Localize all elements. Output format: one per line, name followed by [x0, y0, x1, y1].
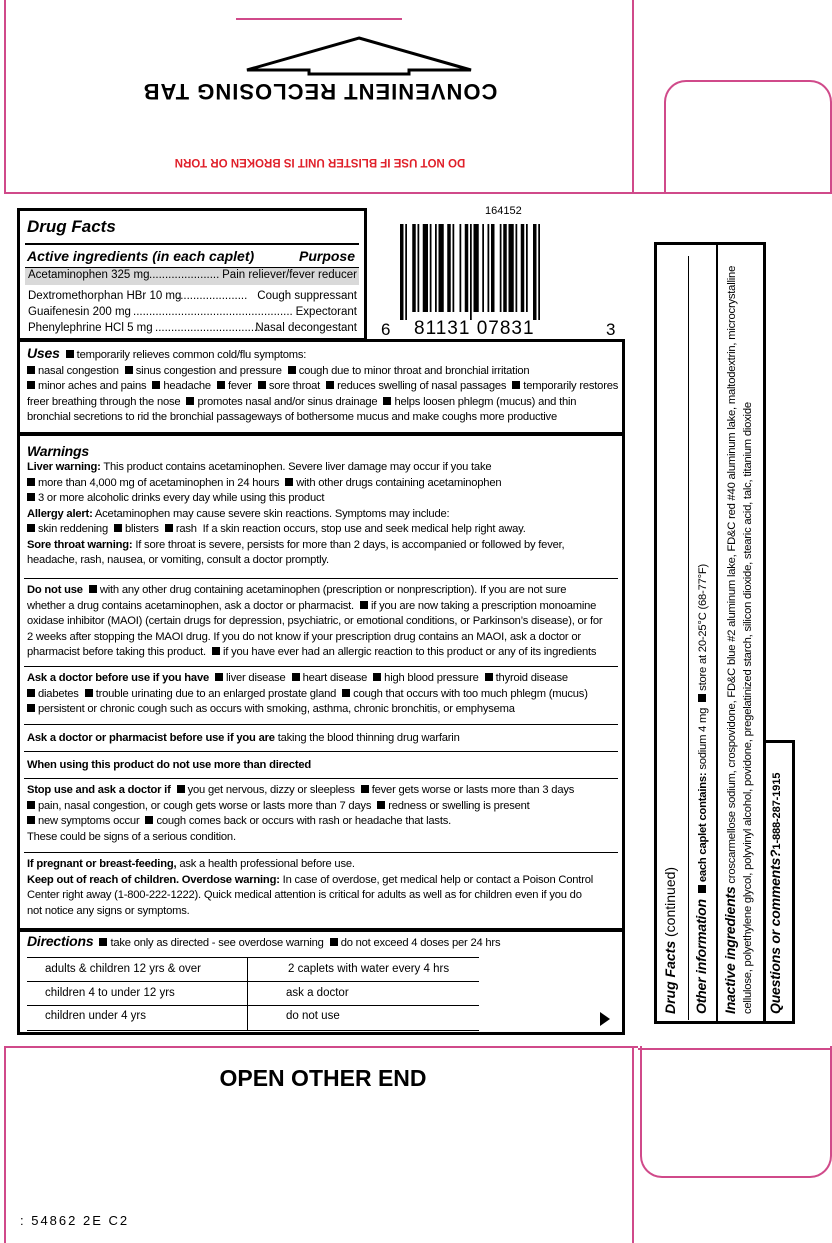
barcode-bar: [460, 224, 462, 312]
table-row: 2 caplets with water every 4 hrs: [288, 963, 450, 975]
directions-section: Directions take only as directed - see overdose warning do not exceed 4 doses per 24 hrs: [27, 933, 501, 949]
cut-line-bottom-right: [632, 1046, 634, 1243]
barcode-bar: [400, 224, 404, 320]
barcode-bar: [418, 224, 420, 312]
barcode-bar: [430, 224, 432, 312]
uses-section: Uses temporarily relieves common cold/flu symptoms: nasal congestion sinus congestion and pressure cough due to minor throat and bronchial irritation minor aches and pains headache fever sore throat reduces swelling of nasal passages temporarily restores freer breathing through the nose promotes nasal and/or sinus drainage helps loosen phlegm (mucus) and thin bronchial secretions to rid the bronchial passageways of bothersome mucus and make coughs more productive: [27, 345, 619, 423]
barcode-bar: [526, 224, 528, 312]
barcode-bar: [423, 224, 428, 312]
ask-pharmacist-section: Ask a doctor or pharmacist before use if you are taking the blood thinning drug warfarin: [27, 732, 460, 744]
stop-use-section: Stop use and ask a doctor if you get nervous, dizzy or sleepless fever gets worse or lasts more than 3 days pain, nasal congestion, or cough gets worse or lasts more than 7 days redness or swelling is present new symptoms occur cough comes back or occurs with rash or headache that lasts. These could be signs of a serious condition.: [27, 784, 575, 843]
ask-doctor-section: Ask a doctor before use if you have liver disease heart disease high blood pressure thyroid disease diabetes trouble urinating due to an enlarged prostate gland cough that occurs with too much phlegm (mucus) persistent or chronic cough such as occurs with smoking, asthma, chronic bronchitis, or emphysema: [27, 672, 588, 715]
barcode-digits: 81131 07831: [414, 318, 535, 339]
drug-facts-header-box: Drug Facts Active ingredients (in each caplet) Purpose Acetaminophen 325 mg ...................... Pain reliever/fever reducer Dextromethorphan HBr 10 mg ...................... Cough suppressant Guaifenesin 200 mg .................................................. Expectorant Phenylephrine HCl 5 mg ................................... Nasal decongestant: [17, 208, 367, 341]
barcode-bar: [488, 224, 490, 312]
table-row: children under 4 yrs: [45, 1010, 146, 1022]
print-code: : 54862 2E C2: [20, 1213, 130, 1228]
barcode-bar: [470, 224, 472, 320]
side-title: Drug Facts (continued): [662, 866, 678, 1014]
barcode-bar: [447, 224, 451, 312]
barcode-bar: [453, 224, 455, 312]
barcode-bar: [435, 224, 437, 312]
cut-line-bottom-left: [4, 1046, 6, 1243]
barcode-bar: [474, 224, 479, 312]
table-row: children 4 to under 12 yrs: [45, 987, 175, 999]
cut-line-top-notch: [236, 18, 402, 20]
side-other-info: Other informationeach caplet contains: sodium 4 mgstore at 20-25°C (68-77°F): [693, 563, 709, 1014]
barcode-bar: [509, 224, 514, 312]
pregnancy-section: If pregnant or breast-feeding, ask a health professional before use. Keep out of reach of children. Overdose warning: In case of overdose, get medical help or contact a Poison Control Center right away (1-800-222-1222). Quick medical attention is critical for adults as well as for children even if you do not notice any signs or symptoms.: [27, 858, 594, 917]
table-row: ask a doctor: [286, 987, 349, 999]
side-inactive-ingredients: Inactive ingredients croscarmellose sodium, crospovidone, FD&C blue #2 aluminum lake, FD&C red #40 aluminum lake, maltodextrin, microcrystalline cellulose, polyethylene glycol, polyvinyl alcohol, povidone, pregelatinized starch, silicon dioxide, stearic acid, talc, titanium dioxide: [722, 265, 754, 1014]
ingredient-row: Acetaminophen 325 mg ...................... Pain reliever/fever reducer: [25, 268, 359, 285]
barcode: [400, 224, 580, 320]
do-not-use-section: Do not use with any other drug containing acetaminophen (prescription or nonprescription). If you are not sure whether a drug contains acetaminophen, ask a doctor or pharmacist. if you are now taking a prescription monoamine oxidase inhibitor (MAOI) (certain drugs for depression, psychiatric, or emotional conditions, or Parkinson’s disease), or for 2 weeks after stopping the MAOI drug. If you do not know if your prescription drug contains an MAOI, ask a doctor or pharmacist before taking this product. if you have ever had an allergic reaction to this product or any of its ingredients: [27, 584, 603, 658]
side-flap-bottom: [640, 1046, 832, 1178]
side-questions: Questions or comments?1-888-287-1915: [767, 772, 783, 1014]
barcode-bar: [521, 224, 525, 312]
cut-line-top-left: [4, 0, 6, 192]
blister-warning: DO NOT USE IF BLISTER UNIT IS BROKEN OR TORN: [174, 156, 466, 168]
barcode-bar: [491, 224, 495, 312]
barcode-bar: [538, 224, 540, 320]
barcode-bar: [465, 224, 469, 312]
barcode-digit-right: 3: [606, 320, 616, 339]
fold-line-bottom: [4, 1046, 638, 1048]
up-arrow-icon: [243, 36, 475, 76]
barcode-bar: [516, 224, 518, 312]
barcode-bar: [412, 224, 416, 312]
barcode-bar: [533, 224, 537, 320]
active-ingredients-header: Active ingredients (in each caplet): [27, 248, 255, 264]
when-using-section: When using this product do not use more than directed: [27, 759, 312, 771]
barcode-number: 164152: [485, 205, 522, 217]
barcode-bar: [482, 224, 484, 312]
open-other-end-label: OPEN OTHER END: [219, 1065, 427, 1091]
cut-line-top-right: [632, 0, 634, 192]
barcode-bar: [439, 224, 444, 312]
barcode-bar: [500, 224, 502, 312]
fold-line-top: [4, 192, 638, 194]
continue-arrow-icon: [599, 1012, 611, 1026]
reclosing-tab-label: CONVENIENT RECLOSING TAB: [142, 79, 498, 104]
warnings-section: Warnings Liver warning: This product contains acetaminophen. Severe liver damage may occur if you take more than 4,000 mg of acetaminophen in 24 hours with other drugs containing acetaminophen 3 or more alcoholic drinks every day while using this product Allergy alert: Acetaminophen may cause severe skin reactions. Symptoms may include: skin reddening blisters rash If a skin reaction occurs, stop use and seek medical help right away. Sore throat warning: If sore throat is severe, persists for more than 2 days, is accompanied or followed by fever, headache, rash, nausea, or vomiting, consult a doctor promptly.: [27, 443, 565, 566]
table-row: adults & children 12 yrs & over: [45, 963, 201, 975]
barcode-bar: [405, 224, 407, 320]
purpose-header: Purpose: [298, 248, 355, 264]
table-row: do not use: [286, 1010, 340, 1022]
directions-table: [27, 957, 479, 1031]
barcode-bar: [503, 224, 507, 312]
side-flap-top: [664, 80, 832, 194]
barcode-digit-left: 6: [381, 320, 391, 339]
drug-facts-title: Drug Facts: [27, 217, 116, 236]
